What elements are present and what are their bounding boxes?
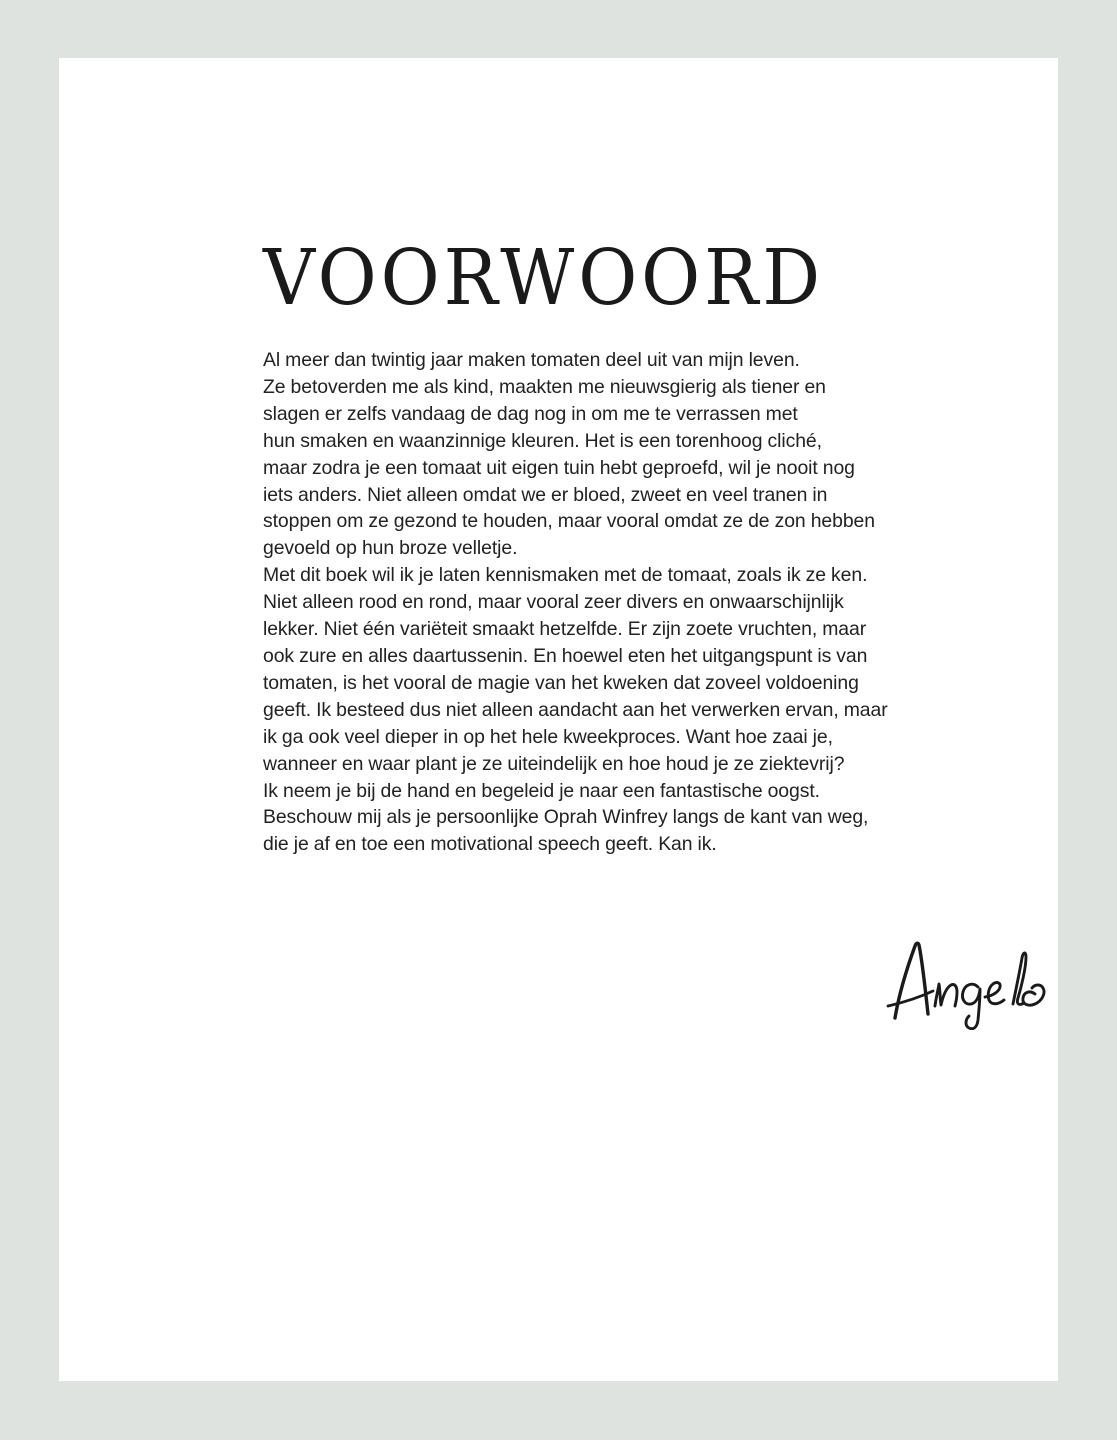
text-line: Ik neem je bij de hand en begeleid je naar een fantastische oogst.	[263, 779, 820, 802]
text-line: tomaten, is het vooral de magie van het kweken dat zoveel voldoening	[263, 671, 859, 694]
text-line: ik ga ook veel dieper in op het hele kweekproces. Want hoe zaai je,	[263, 725, 833, 748]
text-line: wanneer en waar plant je ze uiteindelijk en hoe houd je ze ziektevrij?	[263, 752, 845, 775]
signature-ink-icon	[885, 934, 1069, 1030]
text-line: maar zodra je een tomaat uit eigen tuin hebt geproefd, wil je nooit nog	[263, 456, 855, 479]
text-line: Al meer dan twintig jaar maken tomaten deel uit van mijn leven.	[263, 349, 800, 371]
paragraph	[263, 347, 889, 562]
author-signature	[885, 934, 1069, 1030]
document-page	[59, 58, 1058, 1381]
text-line: hun smaken en waanzinnige kleuren. Het is een torenhoog cliché,	[263, 429, 822, 452]
text-line: lekker. Niet één variëteit smaakt hetzelfde. Er zijn zoete vruchten, maar	[263, 618, 867, 641]
page-title: VOORWOORD	[263, 234, 825, 323]
text-line: Beschouw mij als je persoonlijke Oprah Winfrey langs de kant van weg,	[263, 806, 869, 829]
text-line: Niet alleen rood en rond, maar vooral zeer divers en onwaarschijnlijk	[263, 591, 844, 614]
text-line: Ze betoverden me als kind, maakten me nieuwsgierig als tiener en	[263, 375, 826, 398]
text-line: geeft. Ik besteed dus niet alleen aandacht aan het verwerken ervan, maar	[263, 698, 888, 721]
text-line: gevoeld op hun broze velletje.	[263, 537, 518, 560]
body-text	[263, 347, 889, 858]
paragraph	[263, 778, 889, 859]
text-line: stoppen om ze gezond te houden, maar vooral omdat ze de zon hebben	[263, 510, 875, 533]
text-line: die je af en toe een motivational speech geeft. Kan ik.	[263, 833, 717, 856]
text-line: Met dit boek wil ik je laten kennismaken met de tomaat, zoals ik ze ken.	[263, 564, 868, 587]
paragraph	[263, 562, 889, 777]
text-line: ook zure en alles daartussenin. En hoewel eten het uitgangspunt is van	[263, 644, 868, 667]
text-line: slagen er zelfs vandaag de dag nog in om me te verrassen met	[263, 402, 798, 425]
text-line: iets anders. Niet alleen omdat we er bloed, zweet en veel tranen in	[263, 483, 828, 506]
